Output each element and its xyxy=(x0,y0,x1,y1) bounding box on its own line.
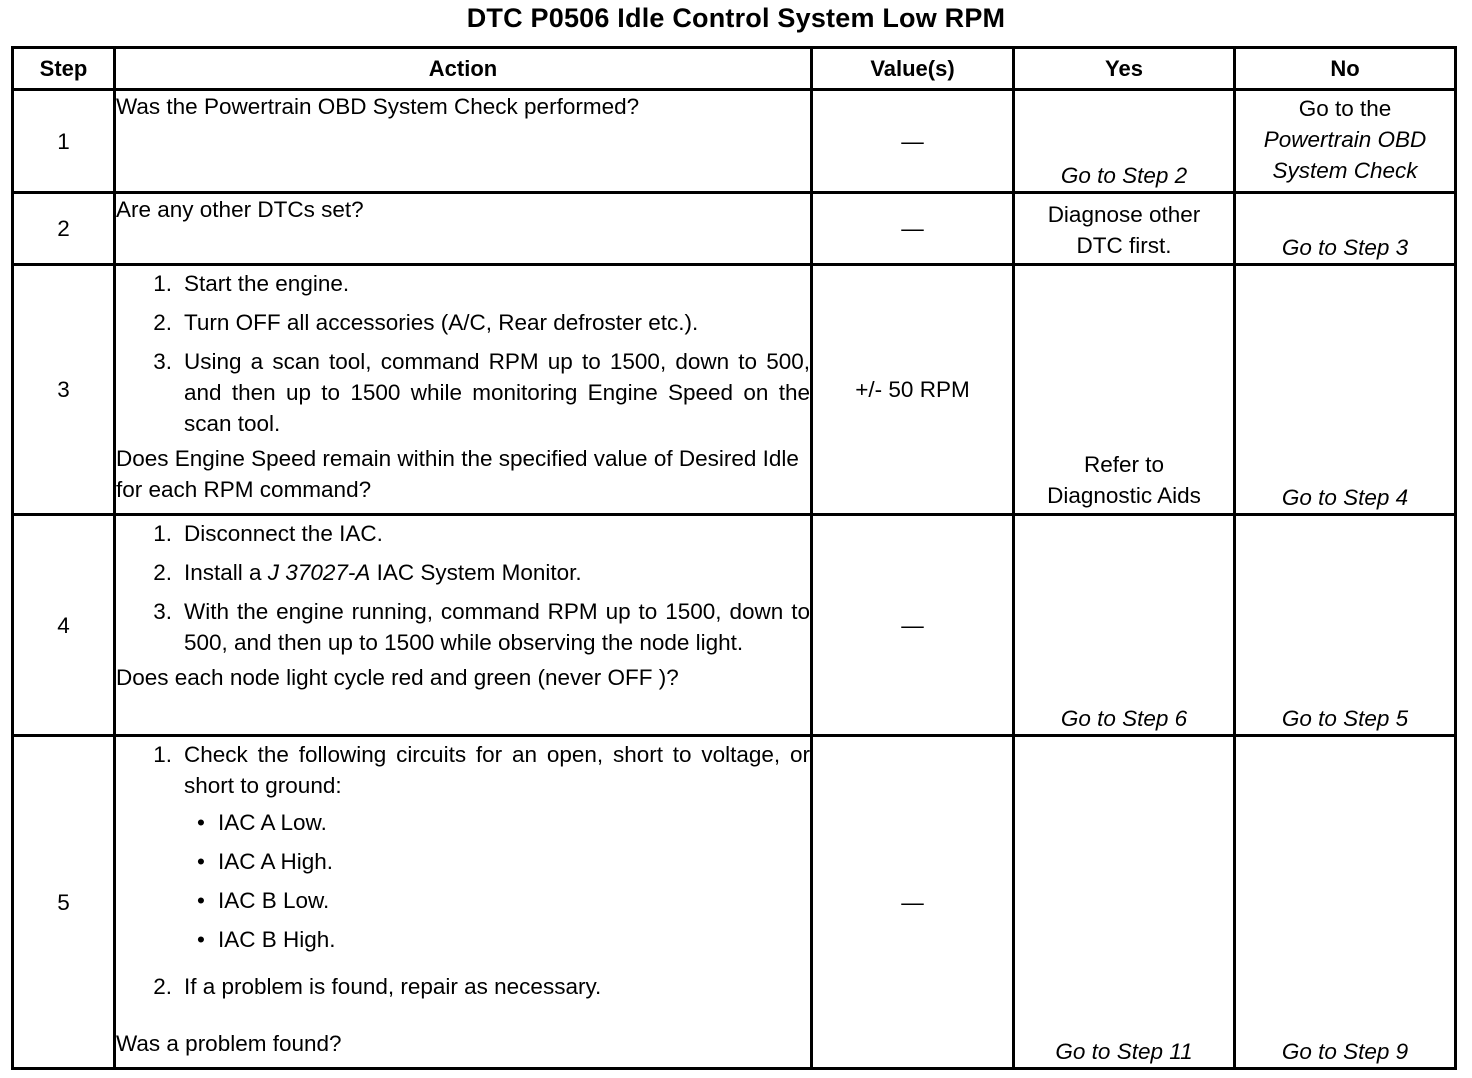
bullet-dot: • xyxy=(197,849,205,874)
action-list xyxy=(116,518,810,658)
list-item xyxy=(116,739,810,963)
table-row xyxy=(13,736,1456,1069)
no-line-2: Powertrain OBD System Check xyxy=(1263,127,1427,183)
list-text: If a problem is found, repair as necessary. xyxy=(184,974,602,999)
value-cell: +/- 50 RPM xyxy=(812,265,1014,515)
no-cell: Go to Step 9 xyxy=(1235,736,1456,1069)
action-cell xyxy=(115,90,812,193)
list-number: 1. xyxy=(153,521,172,546)
bullet-item xyxy=(184,924,810,955)
header-no: No xyxy=(1235,48,1456,90)
value-cell: — xyxy=(812,193,1014,265)
list-number: 2. xyxy=(153,974,172,999)
bullet-dot: • xyxy=(197,927,205,952)
bullet-item xyxy=(184,885,810,916)
bullet-text: IAC B Low. xyxy=(218,888,330,913)
list-text: Disconnect the IAC. xyxy=(184,521,383,546)
list-item xyxy=(116,268,810,299)
list-number: 3. xyxy=(153,349,172,374)
list-item xyxy=(116,971,810,1002)
step-number: 5 xyxy=(13,736,115,1069)
bullet-dot: • xyxy=(197,810,205,835)
action-cell xyxy=(115,265,812,515)
step-number: 2 xyxy=(13,193,115,265)
table-row xyxy=(13,515,1456,736)
list-item xyxy=(116,518,810,549)
no-cell: Go to Step 4 xyxy=(1235,265,1456,515)
list-number: 1. xyxy=(153,271,172,296)
list-text: Start the engine. xyxy=(184,271,350,296)
yes-cell: Diagnose other DTC first. xyxy=(1014,193,1235,265)
list-number: 2. xyxy=(153,560,172,585)
step-number: 4 xyxy=(13,515,115,736)
list-text xyxy=(184,557,810,588)
table-row xyxy=(13,90,1456,193)
step-number: 3 xyxy=(13,265,115,515)
list-number: 1. xyxy=(153,742,172,767)
tool-number: J 37027-A xyxy=(267,560,371,585)
page-title: DTC P0506 Idle Control System Low RPM xyxy=(466,3,1006,33)
yes-cell: Go to Step 2 xyxy=(1014,90,1235,193)
no-cell: Go to Step 3 xyxy=(1235,193,1456,265)
bullet-item xyxy=(184,846,810,877)
table-header-row xyxy=(13,48,1456,90)
list-text xyxy=(184,739,810,963)
bullet-dot: • xyxy=(197,888,205,913)
yes-cell: Refer to Diagnostic Aids xyxy=(1014,265,1235,515)
action-list xyxy=(116,268,810,439)
action-cell xyxy=(115,736,812,1069)
list-number: 2. xyxy=(153,310,172,335)
table-row xyxy=(13,193,1456,265)
header-step: Step xyxy=(13,48,115,90)
list-text-main: Check the following circuits for an open, short to voltage, or short to ground: xyxy=(184,742,810,798)
header-action: Action xyxy=(115,48,812,90)
bullet-text: IAC A High. xyxy=(218,849,334,874)
no-cell: Go to Step 5 xyxy=(1235,515,1456,736)
list-item xyxy=(116,346,810,439)
header-values: Value(s) xyxy=(812,48,1014,90)
dtc-table xyxy=(11,46,1457,1070)
list-text: Turn OFF all accessories (A/C, Rear defroster etc.). xyxy=(184,310,699,335)
action-list xyxy=(116,739,810,1002)
action-question: Does each node light cycle red and green (never OFF )? xyxy=(116,665,679,690)
step-number: 1 xyxy=(13,90,115,193)
list-text-pre: Install a xyxy=(184,560,268,585)
yes-cell: Go to Step 11 xyxy=(1014,736,1235,1069)
value-cell: — xyxy=(812,90,1014,193)
list-item xyxy=(116,596,810,658)
list-item xyxy=(116,557,810,588)
action-question: Does Engine Speed remain within the specified value of Desired Idle for each RPM command? xyxy=(116,446,799,502)
list-number: 3. xyxy=(153,599,172,624)
header-yes: Yes xyxy=(1014,48,1235,90)
action-question: Was the Powertrain OBD System Check performed? xyxy=(116,94,640,119)
bullet-list xyxy=(184,807,810,955)
bullet-item xyxy=(184,807,810,838)
value-cell: — xyxy=(812,736,1014,1069)
action-question: Are any other DTCs set? xyxy=(116,197,364,222)
no-line-1: Go to the xyxy=(1298,96,1392,121)
list-text-post: IAC System Monitor. xyxy=(370,560,582,585)
action-cell xyxy=(115,515,812,736)
action-question: Was a problem found? xyxy=(116,1031,342,1056)
table-row xyxy=(13,265,1456,515)
list-item xyxy=(116,307,810,338)
yes-cell: Go to Step 6 xyxy=(1014,515,1235,736)
action-cell xyxy=(115,193,812,265)
list-text: With the engine running, command RPM up to 1500, down to 500, and then up to 1500 while observing the node light. xyxy=(184,599,810,655)
bullet-text: IAC A Low. xyxy=(218,810,327,835)
no-cell xyxy=(1235,90,1456,193)
bullet-text: IAC B High. xyxy=(218,927,336,952)
value-cell: — xyxy=(812,515,1014,736)
list-text: Using a scan tool, command RPM up to 1500, down to 500, and then up to 1500 while monitoring Engine Speed on the scan tool. xyxy=(184,349,810,436)
